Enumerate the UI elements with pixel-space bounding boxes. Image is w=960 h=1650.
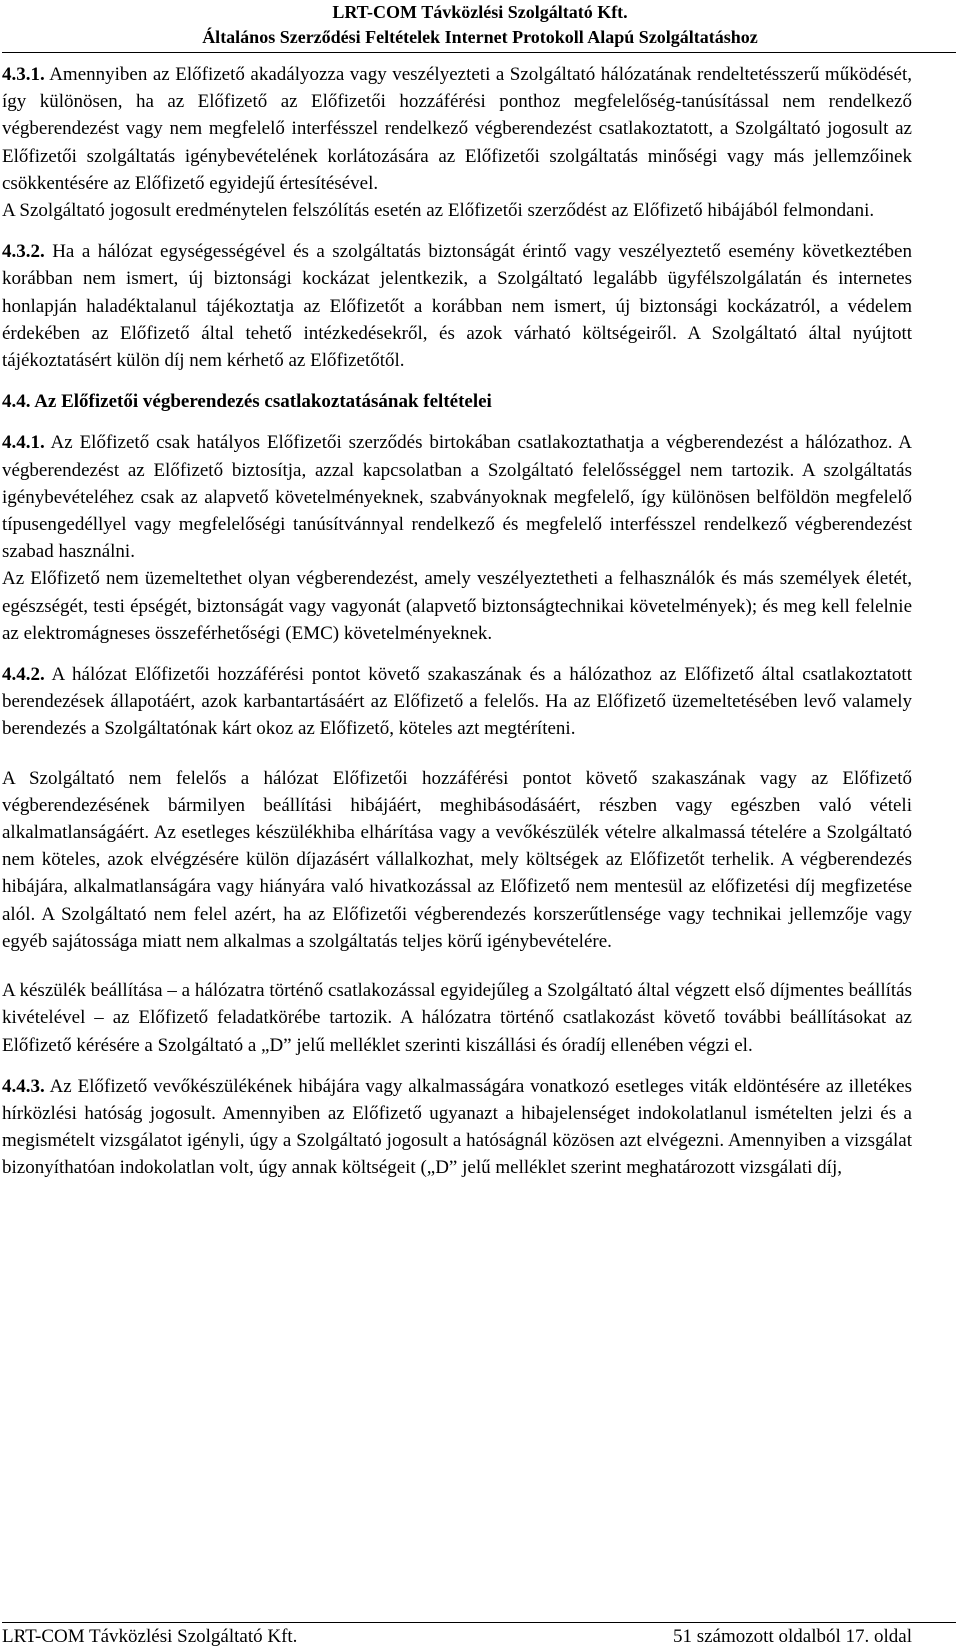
paragraph-4-4-1 [2,429,912,565]
paragraph-text: Az Előfizető csak hatályos Előfizetői szerződés birtokában csatlakoztathatja a végberendezést a hálózathoz. A végberendezést az Előfizető biztosítja, azzal kapcsolatban a Szolgáltató felelősséggel nem tartozik. A szolgáltatás igénybevételéhez csak az alapvető követelményeknek, szabványoknak megfelelő, így különösen belföldön megfelelő típusengedéllyel vagy megfelelőségi tanúsítvánnyal rendelkező és megfelelő interfésszel rendelkező végberendezést szabad használni. [2,432,912,563]
paragraph-4-3-1-termination: A Szolgáltató jogosult eredménytelen felszólítás esetén az Előfizetői szerződést az Előfizető hibájából felmondani. [2,200,875,222]
document-body [2,61,912,1182]
footer-page-number: 51 számozott oldalból 17. oldal [672,1626,912,1647]
paragraph-4-3-1 [2,61,912,197]
paragraph-4-3-2 [2,238,912,374]
paragraph-text: A hálózat Előfizetői hozzáférési pontot követő szakaszának és a hálózathoz az Előfizető által csatlakoztatott berendezések állapotáért, azok karbantartásáért az Előfizető a felelős. Ha az Előfizető üzemeltetésében levő valamely berendezés a Szolgáltatónak kárt okoz az Előfizető, köteles azt megtéríteni. [2,664,912,740]
section-heading-4-4: 4.4. Az Előfizetői végberendezés csatlakoztatásának feltételei [2,391,492,413]
paragraph-4-4-2-liability: A Szolgáltató nem felelős a hálózat Előfizetői hozzáférési pontot követő szakaszának vagy az Előfizető végberendezésének bármilyen beállítási hibájáért, meghibásodásáért, részben vagy egészben való vételi alkalmatlanságáért. Az esetleges készülékhiba elhárítása vagy a vevőkészülék vételre alkalmassá tételére a Szolgáltató nem köteles, azok elvégzésére külön díjazásért vállalkozhat, mely költségek az Előfizetőt terhelik. A végberendezés hibájára, alkalmatlanságára vagy hiányára való hivatkozással az Előfizető nem mentesül az előfizetési díj megfizetése alól. A Szolgáltató nem felel azért, ha az Előfizetői végberendezés korszerűtlensége vagy technikai jellemzője vagy egyéb sajátossága miatt nem alkalmas a szolgáltatás teljes körű igénybevételére. [2,767,912,952]
section-number: 4.3.1. [2,64,45,85]
header-company: LRT-COM Távközlési Szolgáltató Kft. [332,2,628,22]
section-number: 4.4.1. [2,432,45,454]
paragraph-text: Ha a hálózat egységességével és a szolgáltatás biztonságát érintő vagy veszélyeztető esemény következtében korábban nem ismert, új biztonsági kockázat jelentkezik, a Szolgáltató legalább ügyfélszolgálatán és internetes honlapján haladéktalanul tájékoztatja az Előfizetőt a korábban nem ismert, új biztonsági kockázatról, a védelem érdekében az Előfizető által tehető intézkedésekről, és azok várható költségeiről. A Szolgáltató által nyújtott tájékoztatásért külön díj nem kérhető az Előfizetőtől. [2,241,912,372]
header-document-title: Általános Szerződési Feltételek Internet Protokoll Alapú Szolgáltatáshoz [202,27,758,47]
paragraph-4-4-1-safety: Az Előfizető nem üzemeltethet olyan végberendezést, amely veszélyeztetheti a felhasználók és más személyek életét, egészségét, testi épségét, biztonságát vagy vagyonát (alapvető biztonságtechnikai követelmények); és meg kell felelnie az elektromágneses összeférhetőségi (EMC) követelményeknek. [2,568,912,644]
section-number: 4.4.3. [2,1075,45,1097]
paragraph-4-4-2-settings: A készülék beállítása – a hálózatra történő csatlakozással egyidejűleg a Szolgáltató által végzett első díjmentes beállítás kivételével – az Előfizető feladatkörébe tartozik. A hálózatra történő csatlakozást követő további beállításokat az Előfizető kérésére a Szolgáltató a „D” jelű melléklet szerinti kiszállási és óradíj ellenében végzi el. [2,980,912,1056]
paragraph-4-4-2 [2,661,912,743]
section-number: 4.4.2. [2,664,45,686]
page-header [0,0,960,50]
paragraph-4-4-3 [2,1073,912,1182]
footer-company: LRT-COM Távközlési Szolgáltató Kft. [2,1626,298,1647]
paragraph-text: Amennyiben az Előfizető akadályozza vagy veszélyezteti a Szolgáltató hálózatának rendeltetésszerű működését, így különösen, ha az Előfizető az Előfizetői hozzáférési ponthoz megfelelőség-tanúsítással nem rendelkező végberendezést vagy nem megfelelő interfésszel rendelkező végberendezést csatlakoztatott, a Szolgáltató jogosult az Előfizetői szolgáltatás igénybevételének korlátozására az Előfizetői szolgáltatás minőségi vagy más jellemzőinek csökkentésére az Előfizető egyidejű értesítésével. [2,64,912,194]
section-number: 4.3.2. [2,241,45,263]
header-divider [2,52,956,53]
paragraph-text: Az Előfizető vevőkészülékének hibájára vagy alkalmasságára vonatkozó esetleges viták eldöntésére az illetékes hírközlési hatóság jogosult. Amennyiben az Előfizető ugyanazt a hibajelenséget indokolatlanul ismételten jelzi és a megismételt vizsgálatot igényli, úgy a Szolgáltató jogosult a hatóságnál közösen azt elvégezni. Amennyiben a vizsgálat bizonyíthatóan indokolatlan volt, úgy annak költségeit („D” jelű melléklet szerint meghatározott vizsgálati díj, [2,1075,912,1179]
